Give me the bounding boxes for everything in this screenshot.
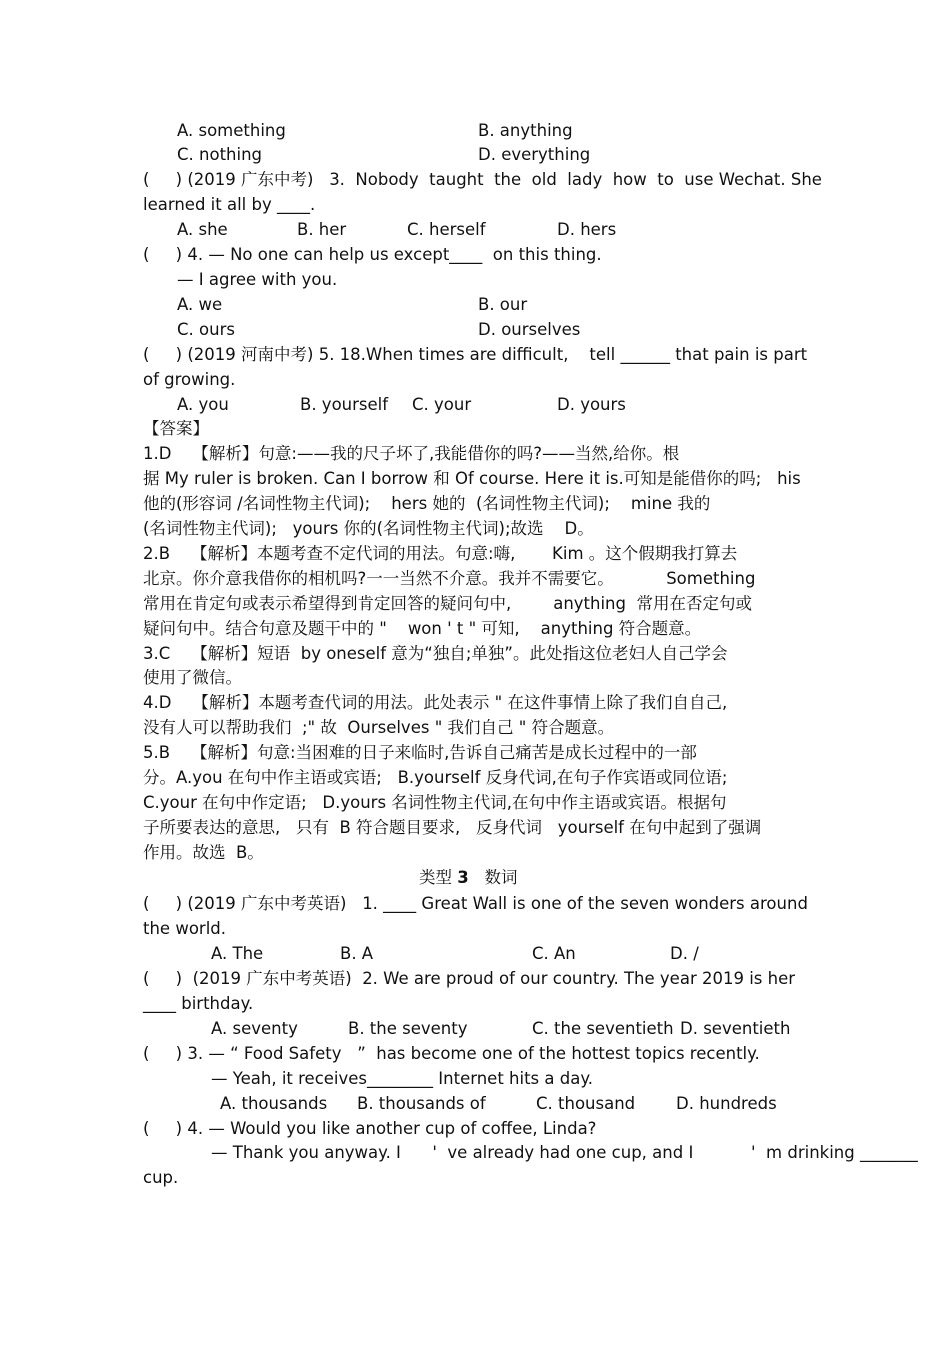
answer-text-line: 疑问句中。结合句意及题干中的 " won ' t " 可知, anything 符合题意。 bbox=[143, 619, 702, 638]
numeral-question-4-line-2: — Thank you anyway. I ' ve already had one cup, and I ' m drinking _______ bbox=[211, 1143, 918, 1162]
answer-text-line: 常用在肯定句或表示希望得到肯定回答的疑问句中, anything 常用在否定句或 bbox=[143, 594, 752, 613]
q5-option-a: A. you bbox=[177, 395, 229, 414]
numeral-question-2-line-1: ( ) (2019 广东中考英语) 2. We are proud of our country. The year 2019 is her bbox=[143, 969, 796, 988]
answer-text-line: 2.B 【解析】本题考查不定代词的用法。句意:嗨, Kim 。这个假期我打算去 bbox=[143, 544, 738, 563]
answer-text-line: (名词性物主代词); yours 你的(名词性物主代词);故选 D。 bbox=[143, 519, 594, 538]
q4-option-d: D. ourselves bbox=[478, 320, 581, 339]
answer-text-line: C.your 在句中作定语; D.yours 名词性物主代词,在句中作主语或宾语。根据句 bbox=[143, 793, 727, 812]
nq2-option-c: C. the seventieth bbox=[532, 1019, 674, 1038]
question-4-line-2: — I agree with you. bbox=[177, 270, 338, 289]
question-3-line-2: learned it all by ____. bbox=[143, 195, 316, 214]
answer-text-line: 分。A.you 在句中作主语或宾语; B.yourself 反身代词,在句子作宾语或同位语; bbox=[143, 768, 728, 787]
q5-option-c: C. your bbox=[412, 395, 472, 414]
section-title bbox=[419, 867, 517, 889]
answer-text-line: 据 My ruler is broken. Can I borrow 和 Of course. Here it is.可知是能借你的吗; his bbox=[143, 469, 801, 488]
answer-text-line: 没有人可以帮助我们 ;" 故 Ourselves " 我们自己 " 符合题意。 bbox=[143, 718, 615, 737]
q5-option-d: D. yours bbox=[557, 395, 626, 414]
answer-text-line: 他的(形容词 /名词性物主代词); hers 她的 (名词性物主代词); mine 我的 bbox=[143, 494, 711, 513]
q3-option-d: D. hers bbox=[557, 220, 617, 239]
answer-text-line: 使用了微信。 bbox=[143, 668, 242, 687]
question-5-line-1: ( ) (2019 河南中考) 5. 18.When times are difficult, tell ______ that pain is part bbox=[143, 345, 808, 364]
numeral-question-4-line-3: cup. bbox=[143, 1168, 179, 1187]
q4-option-c: C. ours bbox=[177, 320, 235, 339]
q2-option-b: B. anything bbox=[478, 121, 573, 140]
answer-heading: 【答案】 bbox=[143, 419, 209, 438]
nq2-option-a: A. seventy bbox=[211, 1019, 298, 1038]
nq3-option-c: C. thousand bbox=[536, 1094, 636, 1113]
answer-text-line: 1.D 【解析】句意:——我的尺子坏了,我能借你的吗?——当然,给你。根 bbox=[143, 444, 680, 463]
q2-option-d: D. everything bbox=[478, 145, 591, 164]
question-3-line-1: ( ) (2019 广东中考) 3. Nobody taught the old lady how to use Wechat. She bbox=[143, 170, 822, 189]
nq2-option-d: D. seventieth bbox=[680, 1019, 791, 1038]
section-title-prefix: 类型 bbox=[419, 868, 458, 887]
answer-text-line: 北京。你介意我借你的相机吗?一一当然不介意。我并不需要它。 Something bbox=[143, 569, 756, 588]
q3-option-b: B. her bbox=[297, 220, 347, 239]
numeral-question-3-line-1: ( ) 3. — “ Food Safety ” has become one of the hottest topics recently. bbox=[143, 1044, 760, 1063]
q3-option-c: C. herself bbox=[407, 220, 486, 239]
numeral-question-1-line-1: ( ) (2019 广东中考英语) 1. ____ Great Wall is one of the seven wonders around bbox=[143, 894, 808, 913]
section-title-number: 3 bbox=[457, 868, 469, 887]
numeral-question-3-line-2: — Yeah, it receives________ Internet hits a day. bbox=[211, 1069, 593, 1088]
nq1-option-b: B. A bbox=[340, 944, 374, 963]
q2-option-a: A. something bbox=[177, 121, 286, 140]
q4-option-a: A. we bbox=[177, 295, 223, 314]
question-5-line-2: of growing. bbox=[143, 370, 236, 389]
nq3-option-d: D. hundreds bbox=[676, 1094, 777, 1113]
nq3-option-a: A. thousands bbox=[220, 1094, 328, 1113]
nq1-option-a: A. The bbox=[211, 944, 264, 963]
question-4-line-1: ( ) 4. — No one can help us except____ on this thing. bbox=[143, 245, 602, 264]
nq2-option-b: B. the seventy bbox=[348, 1019, 468, 1038]
answer-text-line: 4.D 【解析】本题考查代词的用法。此处表示 " 在这件事情上除了我们自自己, bbox=[143, 693, 728, 712]
numeral-question-2-line-2: ____ birthday. bbox=[143, 994, 254, 1013]
q2-option-c: C. nothing bbox=[177, 145, 263, 164]
nq3-option-b: B. thousands of bbox=[357, 1094, 486, 1113]
answer-text-line: 子所要表达的意思, 只有 B 符合题目要求, 反身代词 yourself 在句中起到了强调 bbox=[143, 818, 762, 837]
numeral-question-1-line-2: the world. bbox=[143, 919, 226, 938]
q3-option-a: A. she bbox=[177, 220, 228, 239]
q5-option-b: B. yourself bbox=[300, 395, 389, 414]
answer-text-line: 5.B 【解析】句意:当困难的日子来临时,告诉自己痛苦是成长过程中的一部 bbox=[143, 743, 697, 762]
numeral-question-4-line-1: ( ) 4. — Would you like another cup of coffee, Linda? bbox=[143, 1119, 597, 1138]
nq1-option-d: D. / bbox=[670, 944, 699, 963]
q4-option-b: B. our bbox=[478, 295, 528, 314]
answer-text-line: 作用。故选 B。 bbox=[143, 843, 264, 862]
section-title-name: 数词 bbox=[468, 868, 518, 887]
answer-text-line: 3.C 【解析】短语 by oneself 意为“独自;单独”。此处指这位老妇人自己学会 bbox=[143, 644, 728, 663]
nq1-option-c: C. An bbox=[532, 944, 576, 963]
